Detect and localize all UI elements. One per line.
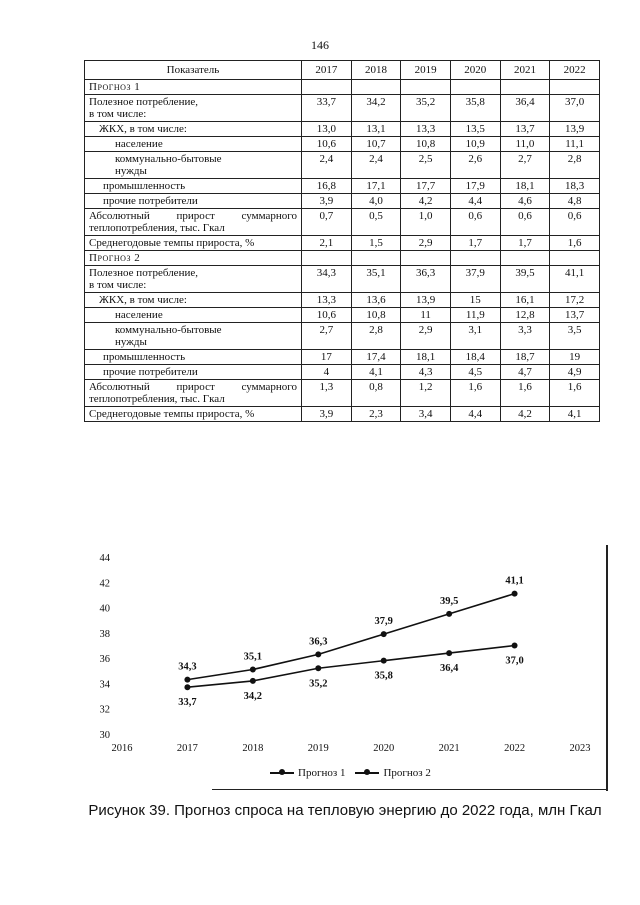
value-cell: 4,5 xyxy=(450,365,500,380)
table-row xyxy=(85,407,600,422)
value-cell: 16,1 xyxy=(500,293,550,308)
value-cell: 2,9 xyxy=(401,323,451,350)
chart-border-right xyxy=(606,545,608,791)
section-title: Прогноз 2 xyxy=(85,251,302,266)
value-cell: 18,7 xyxy=(500,350,550,365)
value-cell: 2,4 xyxy=(302,152,352,179)
empty-cell xyxy=(401,251,451,266)
row-label: ЖКХ, в том числе: xyxy=(85,293,302,308)
value-cell: 36,3 xyxy=(401,266,451,293)
table-row xyxy=(85,266,600,293)
data-label: 37,9 xyxy=(374,616,393,628)
value-cell: 11,9 xyxy=(450,308,500,323)
value-cell: 4,4 xyxy=(450,407,500,422)
table-row xyxy=(85,95,600,122)
value-cell: 2,8 xyxy=(550,152,600,179)
y-tick-label: 30 xyxy=(99,730,110,741)
value-cell: 13,9 xyxy=(401,293,451,308)
empty-cell xyxy=(302,80,352,95)
value-cell: 1,7 xyxy=(450,236,500,251)
value-cell: 17,2 xyxy=(550,293,600,308)
empty-cell xyxy=(500,80,550,95)
table-row xyxy=(85,137,600,152)
data-point xyxy=(315,651,321,657)
value-cell: 35,1 xyxy=(351,266,401,293)
value-cell: 0,6 xyxy=(550,209,600,236)
forecast-chart xyxy=(84,545,608,791)
x-tick-label: 2022 xyxy=(504,743,526,754)
value-cell: 3,9 xyxy=(302,194,352,209)
value-cell: 3,1 xyxy=(450,323,500,350)
y-tick-label: 32 xyxy=(99,704,110,716)
table-header-cell: 2020 xyxy=(450,61,500,80)
table-header-cell: 2018 xyxy=(351,61,401,80)
table-header-cell: Показатель xyxy=(85,61,302,80)
value-cell: 1,7 xyxy=(500,236,550,251)
value-cell: 10,6 xyxy=(302,308,352,323)
row-label: коммунально-бытовые нужды xyxy=(85,323,302,350)
value-cell: 35,2 xyxy=(401,95,451,122)
data-point xyxy=(512,643,518,649)
chart-border-bottom xyxy=(212,789,608,790)
table-row xyxy=(85,350,600,365)
table-row xyxy=(85,365,600,380)
empty-cell xyxy=(550,80,600,95)
value-cell: 2,1 xyxy=(302,236,352,251)
value-cell: 16,8 xyxy=(302,179,352,194)
empty-cell xyxy=(351,80,401,95)
value-cell: 0,8 xyxy=(351,380,401,407)
legend-marker-icon xyxy=(355,772,379,774)
value-cell: 4 xyxy=(302,365,352,380)
value-cell: 4,3 xyxy=(401,365,451,380)
empty-cell xyxy=(401,80,451,95)
value-cell: 41,1 xyxy=(550,266,600,293)
value-cell: 2,8 xyxy=(351,323,401,350)
data-point xyxy=(250,667,256,673)
value-cell: 1,6 xyxy=(500,380,550,407)
value-cell: 19 xyxy=(550,350,600,365)
legend-marker-icon xyxy=(270,772,294,774)
data-label: 37,0 xyxy=(505,655,524,667)
row-label: население xyxy=(85,137,302,152)
table-row xyxy=(85,179,600,194)
value-cell: 0,5 xyxy=(351,209,401,236)
x-tick-label: 2016 xyxy=(111,743,133,754)
value-cell: 1,6 xyxy=(550,380,600,407)
value-cell: 4,0 xyxy=(351,194,401,209)
value-cell: 4,1 xyxy=(550,407,600,422)
value-cell: 3,4 xyxy=(401,407,451,422)
value-cell: 10,8 xyxy=(351,308,401,323)
value-cell: 34,2 xyxy=(351,95,401,122)
data-point xyxy=(184,677,190,683)
data-label: 36,4 xyxy=(439,663,459,675)
value-cell: 3,3 xyxy=(500,323,550,350)
value-cell: 17 xyxy=(302,350,352,365)
value-cell: 1,6 xyxy=(550,236,600,251)
value-cell: 18,4 xyxy=(450,350,500,365)
value-cell: 1,0 xyxy=(401,209,451,236)
value-cell: 11,1 xyxy=(550,137,600,152)
value-cell: 4,2 xyxy=(401,194,451,209)
data-label: 35,1 xyxy=(243,651,263,663)
x-tick-label: 2017 xyxy=(176,743,198,754)
figure-caption: Рисунок 39. Прогноз спроса на тепловую энергию до 2022 года, млн Гкал xyxy=(88,802,602,819)
row-label: Абсолютный прирост суммарного теплопотребления, тыс. Гкал xyxy=(85,209,302,236)
row-label: ЖКХ, в том числе: xyxy=(85,122,302,137)
value-cell: 10,9 xyxy=(450,137,500,152)
value-cell: 39,5 xyxy=(500,266,550,293)
section-row xyxy=(85,251,600,266)
table-row xyxy=(85,380,600,407)
table-row xyxy=(85,293,600,308)
data-point xyxy=(381,631,387,637)
row-label: прочие потребители xyxy=(85,194,302,209)
table-row xyxy=(85,122,600,137)
value-cell: 0,6 xyxy=(450,209,500,236)
table-row xyxy=(85,194,600,209)
table-body xyxy=(85,80,600,422)
row-label: промышленность xyxy=(85,350,302,365)
value-cell: 13,9 xyxy=(550,122,600,137)
value-cell: 13,7 xyxy=(500,122,550,137)
x-tick-label: 2023 xyxy=(569,743,591,754)
row-label: промышленность xyxy=(85,179,302,194)
table-row xyxy=(85,209,600,236)
value-cell: 35,8 xyxy=(450,95,500,122)
series-line xyxy=(187,594,514,680)
value-cell: 18,1 xyxy=(500,179,550,194)
value-cell: 13,5 xyxy=(450,122,500,137)
value-cell: 12,8 xyxy=(500,308,550,323)
value-cell: 4,4 xyxy=(450,194,500,209)
row-label: Среднегодовые темпы прироста, % xyxy=(85,236,302,251)
value-cell: 4,7 xyxy=(500,365,550,380)
table-header-cell: 2022 xyxy=(550,61,600,80)
table-row xyxy=(85,323,600,350)
value-cell: 0,7 xyxy=(302,209,352,236)
forecast-table xyxy=(84,60,600,422)
row-label: коммунально-бытовые нужды xyxy=(85,152,302,179)
value-cell: 34,3 xyxy=(302,266,352,293)
value-cell: 4,9 xyxy=(550,365,600,380)
value-cell: 2,4 xyxy=(351,152,401,179)
y-tick-label: 42 xyxy=(99,578,110,590)
table-header-row xyxy=(85,61,600,80)
value-cell: 17,4 xyxy=(351,350,401,365)
table-header-cell: 2021 xyxy=(500,61,550,80)
value-cell: 4,1 xyxy=(351,365,401,380)
line-chart xyxy=(84,545,608,767)
value-cell: 13,6 xyxy=(351,293,401,308)
legend-item xyxy=(270,767,345,779)
y-tick-label: 44 xyxy=(99,553,110,564)
value-cell: 13,3 xyxy=(302,293,352,308)
table-row xyxy=(85,308,600,323)
value-cell: 37,9 xyxy=(450,266,500,293)
data-point xyxy=(250,678,256,684)
section-title: Прогноз 1 xyxy=(85,80,302,95)
table-row xyxy=(85,152,600,179)
value-cell: 10,7 xyxy=(351,137,401,152)
empty-cell xyxy=(450,251,500,266)
value-cell: 1,3 xyxy=(302,380,352,407)
value-cell: 2,5 xyxy=(401,152,451,179)
value-cell: 1,6 xyxy=(450,380,500,407)
data-label: 34,3 xyxy=(178,661,197,673)
data-point xyxy=(446,611,452,617)
series-line xyxy=(187,646,514,688)
row-label: население xyxy=(85,308,302,323)
legend-item xyxy=(355,767,430,779)
value-cell: 11 xyxy=(401,308,451,323)
x-tick-label: 2018 xyxy=(242,743,264,754)
value-cell: 15 xyxy=(450,293,500,308)
row-label: Абсолютный прирост суммарного теплопотребления, тыс. Гкал xyxy=(85,380,302,407)
section-row xyxy=(85,80,600,95)
value-cell: 10,8 xyxy=(401,137,451,152)
value-cell: 2,6 xyxy=(450,152,500,179)
value-cell: 1,2 xyxy=(401,380,451,407)
value-cell: 0,6 xyxy=(500,209,550,236)
value-cell: 33,7 xyxy=(302,95,352,122)
table-header-cell: 2017 xyxy=(302,61,352,80)
data-label: 34,2 xyxy=(243,690,263,702)
table-header-cell: 2019 xyxy=(401,61,451,80)
row-label: Полезное потребление, в том числе: xyxy=(85,95,302,122)
legend-label: Прогноз 1 xyxy=(298,767,346,779)
legend-label: Прогноз 2 xyxy=(383,767,431,779)
y-tick-label: 38 xyxy=(99,628,110,640)
value-cell: 4,2 xyxy=(500,407,550,422)
value-cell: 3,9 xyxy=(302,407,352,422)
empty-cell xyxy=(550,251,600,266)
value-cell: 36,4 xyxy=(500,95,550,122)
x-tick-label: 2021 xyxy=(438,743,460,754)
value-cell: 2,9 xyxy=(401,236,451,251)
value-cell: 4,8 xyxy=(550,194,600,209)
value-cell: 37,0 xyxy=(550,95,600,122)
data-point xyxy=(512,591,518,597)
x-tick-label: 2020 xyxy=(373,743,395,754)
data-point xyxy=(381,658,387,664)
value-cell: 17,1 xyxy=(351,179,401,194)
y-tick-label: 40 xyxy=(99,603,110,615)
value-cell: 13,1 xyxy=(351,122,401,137)
empty-cell xyxy=(351,251,401,266)
empty-cell xyxy=(500,251,550,266)
value-cell: 2,7 xyxy=(302,323,352,350)
data-point xyxy=(184,684,190,690)
data-label: 35,8 xyxy=(374,670,393,682)
value-cell: 13,3 xyxy=(401,122,451,137)
row-label: прочие потребители xyxy=(85,365,302,380)
data-point xyxy=(446,650,452,656)
value-cell: 10,6 xyxy=(302,137,352,152)
value-cell: 2,7 xyxy=(500,152,550,179)
value-cell: 4,6 xyxy=(500,194,550,209)
data-label: 35,2 xyxy=(309,678,328,690)
x-tick-label: 2019 xyxy=(307,743,329,754)
empty-cell xyxy=(450,80,500,95)
y-tick-label: 34 xyxy=(99,679,110,691)
value-cell: 18,3 xyxy=(550,179,600,194)
data-label: 39,5 xyxy=(439,595,459,607)
value-cell: 18,1 xyxy=(401,350,451,365)
data-label: 36,3 xyxy=(309,636,328,648)
data-label: 33,7 xyxy=(178,697,197,709)
value-cell: 13,0 xyxy=(302,122,352,137)
value-cell: 1,5 xyxy=(351,236,401,251)
table-row xyxy=(85,236,600,251)
empty-cell xyxy=(302,251,352,266)
value-cell: 11,0 xyxy=(500,137,550,152)
data-point xyxy=(315,665,321,671)
value-cell: 3,5 xyxy=(550,323,600,350)
row-label: Полезное потребление, в том числе: xyxy=(85,266,302,293)
value-cell: 2,3 xyxy=(351,407,401,422)
value-cell: 17,9 xyxy=(450,179,500,194)
chart-legend xyxy=(270,767,441,779)
page-number: 146 xyxy=(311,38,329,52)
value-cell: 17,7 xyxy=(401,179,451,194)
row-label: Среднегодовые темпы прироста, % xyxy=(85,407,302,422)
y-tick-label: 36 xyxy=(99,654,110,666)
data-label: 41,1 xyxy=(505,575,524,587)
value-cell: 13,7 xyxy=(550,308,600,323)
